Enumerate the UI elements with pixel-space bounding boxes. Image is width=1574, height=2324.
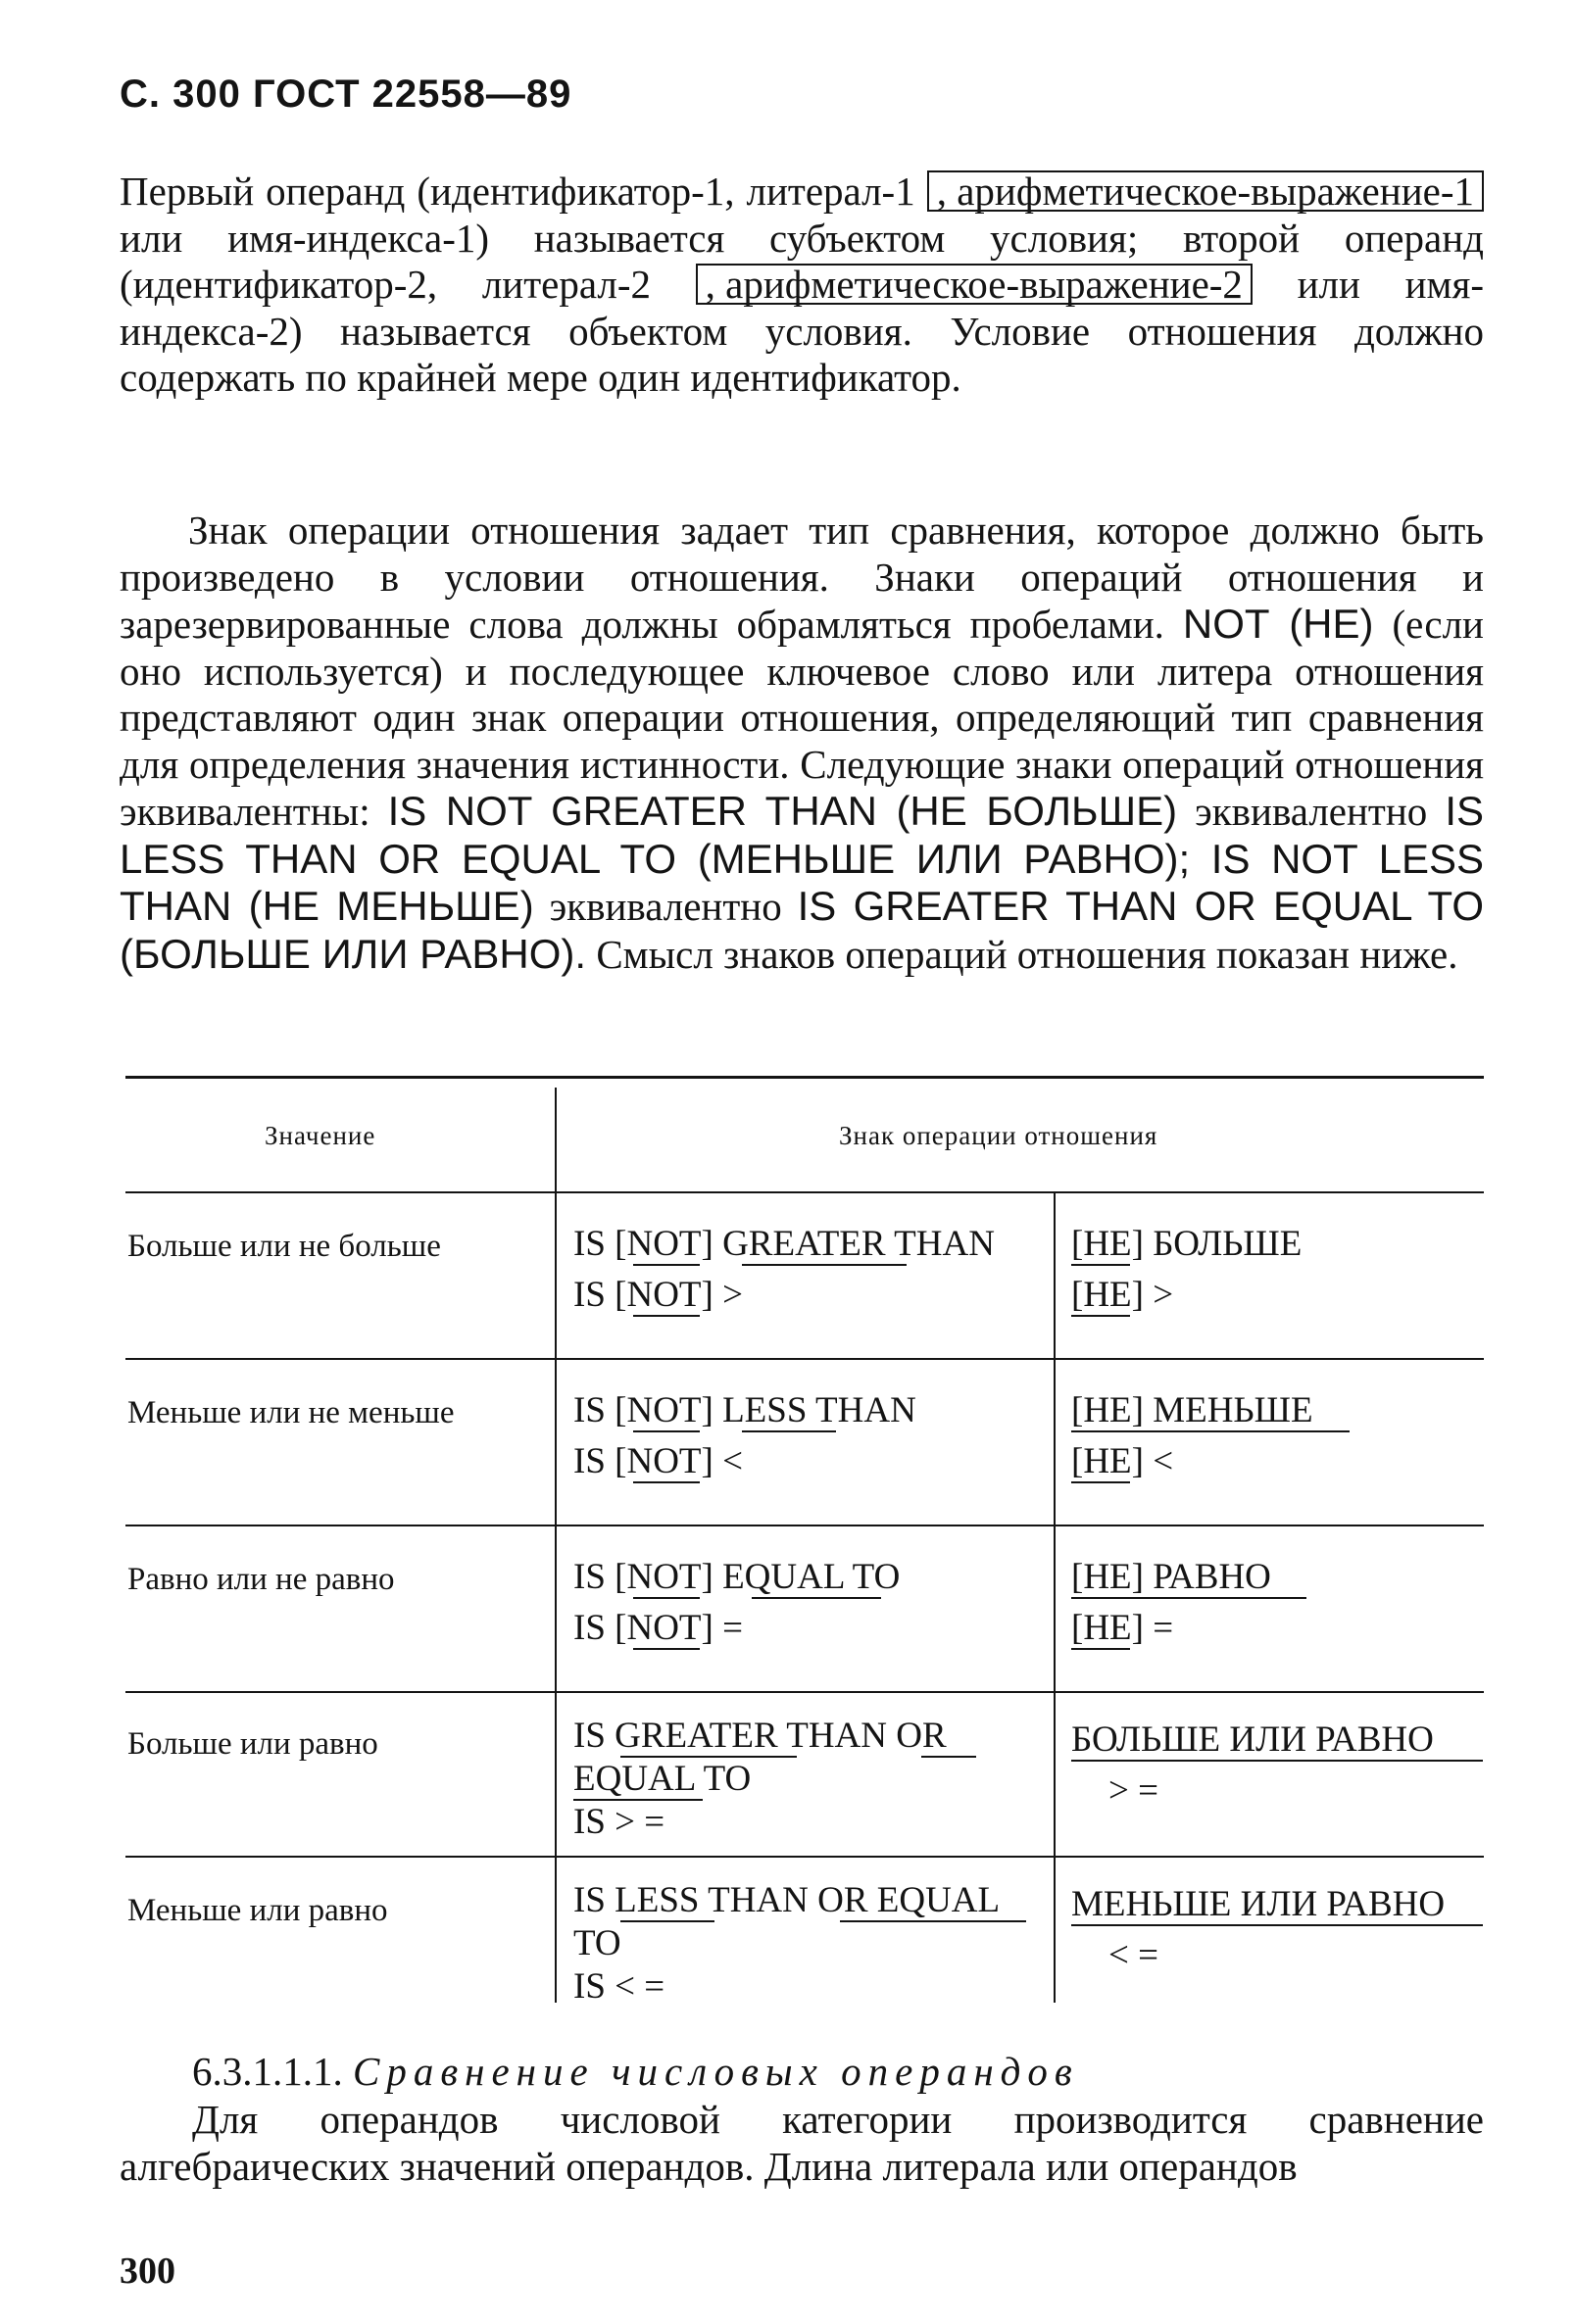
page-number: 300 [120,2251,175,2292]
underline [1071,1430,1350,1432]
underline [1071,1924,1483,1926]
para1-text-3: или имя-индекса-2) называется объектом условия. Условие отношения должно содержать по крайней мере один идентификатор. [120,262,1484,400]
optional-arithmetic-expression-2: , арифметическое-выражение-2 [696,264,1253,305]
para1-text-1: Первый операнд (идентификатор-1, литерал-1 [120,169,927,214]
row-ru-4-line2: > = [1108,1770,1158,1811]
optional-arithmetic-expression-1: , арифметическое-выражение-1 [927,170,1484,212]
underline [633,1597,700,1599]
row-en-5-line1b: TO [573,1923,621,1963]
row-ru-5-line1: МЕНЬШЕ ИЛИ РАВНО [1071,1884,1446,1924]
row-ru-3-line2: [НЕ] = [1071,1608,1174,1648]
row-ru-2 [1071,1385,1313,1487]
underline [573,1799,703,1801]
para2-text-2: (если оно используется) и последующее ключевое слово или литера отношения представляют один знак операции отношения, определяющий тип сравнения для определения значения истинности. Следующие знаки операций отношения эквивалентны: [120,602,1484,834]
row-ru-3-line1: [НЕ] РАВНО [1071,1557,1271,1597]
row-ru-1-line2: [НЕ] > [1071,1275,1174,1315]
table-header-meaning: Значение [265,1121,376,1150]
page-header: С. 300 ГОСТ 22558—89 [120,73,572,116]
column-divider-1 [555,1088,557,2003]
underline [921,1756,976,1758]
column-divider-2 [1054,1193,1056,2003]
underline [633,1264,700,1266]
not-keyword: NOT (НЕ) [1182,601,1374,647]
equivalence-1b: IS LESS THAN OR EQUAL TO (МЕНЬШЕ ИЛИ РАВНО); [120,788,1485,882]
underline [633,1648,700,1650]
row-meaning-5: Меньше или равно [127,1893,388,1928]
row-ru-4-line1: БОЛЬШЕ ИЛИ РАВНО [1071,1719,1434,1760]
row-en-3 [573,1552,900,1654]
subsection-number: 6.3.1.1.1. [192,2049,343,2094]
row-en-2-line1: IS [NOT] LESS THAN [573,1390,916,1430]
row-rule-3 [125,1691,1484,1693]
underline [1071,1315,1130,1317]
row-en-4-line1b: EQUAL TO [573,1759,752,1799]
row-ru-4 [1071,1715,1434,1816]
subsection-heading [192,2048,1079,2095]
row-ru-1-line1: [НЕ] БОЛЬШЕ [1071,1224,1303,1264]
underline [840,1920,1026,1922]
header-rule [125,1191,1484,1193]
row-en-2-line2: IS [NOT] < [573,1441,743,1481]
paragraph-relation-signs [120,508,1484,978]
paragraph-numeric-comparison: Для операндов числовой категории производится сравнение алгебраических значений операндов. Длина литерала или операндов [120,2097,1484,2189]
row-en-4-line1: IS GREATER THAN OR [573,1716,947,1756]
underline [1071,1597,1306,1599]
row-meaning-3: Равно или не равно [127,1562,395,1597]
equivalence-1a: IS NOT GREATER THAN (НЕ БОЛЬШЕ) [387,788,1178,834]
underline [752,1597,881,1599]
row-en-1 [573,1219,995,1321]
row-ru-2-line1: [НЕ] МЕНЬШЕ [1071,1390,1313,1430]
row-en-5-line2: IS < = [573,1966,665,2007]
row-meaning-4: Больше или равно [127,1726,378,1762]
row-en-3-line1: IS [NOT] EQUAL TO [573,1557,901,1597]
row-en-5 [573,1879,1000,2009]
row-ru-2-line2: [НЕ] < [1071,1441,1174,1481]
row-ru-1 [1071,1219,1302,1321]
row-meaning-1: Больше или не больше [127,1229,441,1264]
row-en-4-line2: IS > = [573,1802,665,1842]
underline [1071,1264,1130,1266]
underline [633,1481,700,1483]
underline [1071,1481,1130,1483]
table-header-sign: Знак операции отношения [839,1121,1158,1150]
row-en-5-line1: IS LESS THAN OR EQUAL [573,1880,1001,1920]
row-en-1-line2: IS [NOT] > [573,1275,743,1315]
row-en-4 [573,1715,947,1844]
underline [620,1920,714,1922]
row-rule-2 [125,1525,1484,1526]
equivalence-2b: IS GREATER THAN OR EQUAL TO (БОЛЬШЕ ИЛИ РАВНО). [120,883,1485,977]
subsection-title: Сравнение числовых операндов [353,2049,1079,2094]
underline [633,1315,700,1317]
row-en-3-line2: IS [NOT] = [573,1608,743,1648]
row-en-1-line1: IS [NOT] GREATER THAN [573,1224,995,1264]
underline [1071,1648,1130,1650]
equivalence-2a: IS NOT LESS THAN (НЕ МЕНЬШЕ) [120,835,1484,929]
underline [1071,1760,1483,1762]
row-ru-3 [1071,1552,1271,1654]
row-rule-1 [125,1358,1484,1360]
underline [633,1430,700,1432]
underline [620,1756,797,1758]
para1-text-2: или имя-индекса-1) называется субъектом условия; второй операнд (идентификатор-2, литерал-2 [120,215,1484,307]
table-top-rule [125,1076,1484,1079]
paragraph-operands [120,169,1484,402]
row-ru-5 [1071,1879,1445,1981]
para2-text-1: Знак операции отношения задает тип сравнения, которое должно быть произведено в условии отношения. Знаки операций отношения и зарезервированные слова должны обрамляться пробелами. [120,508,1484,647]
row-rule-4 [125,1856,1484,1858]
row-ru-5-line2: < = [1108,1935,1158,1975]
equivalence-word-2: эквивалентно [533,884,798,929]
underline [742,1430,836,1432]
row-en-2 [573,1385,916,1487]
row-meaning-2: Меньше или не меньше [127,1395,455,1430]
underline [742,1264,907,1266]
para2-text-3: Смысл знаков операций отношения показан ниже. [586,931,1458,977]
equivalence-word-1: эквивалентно [1177,789,1446,834]
